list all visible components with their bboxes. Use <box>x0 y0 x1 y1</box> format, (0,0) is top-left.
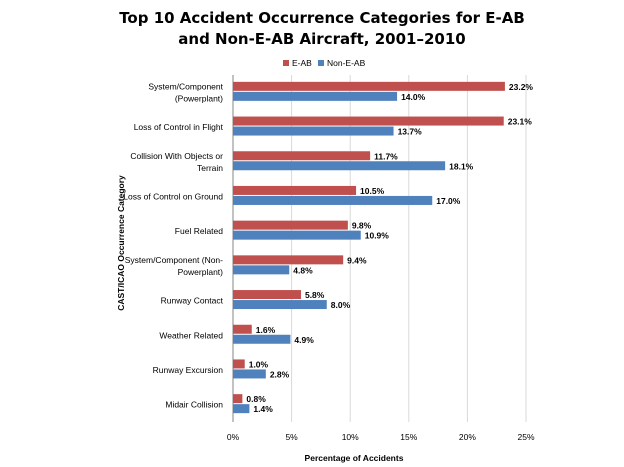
data-label: 23.2% <box>508 81 534 92</box>
plot-area <box>123 75 535 442</box>
data-label: 5.8% <box>304 290 325 301</box>
legend-swatch-e-ab <box>283 60 289 66</box>
data-label: 1.0% <box>248 359 269 370</box>
bar-e-ab <box>233 117 504 126</box>
data-label: 4.9% <box>294 334 314 345</box>
category-label: Loss of Control on Ground <box>123 191 223 202</box>
data-label: 1.6% <box>255 324 276 335</box>
bar-non-e-ab <box>233 161 445 170</box>
category-label: Weather Related <box>159 330 223 341</box>
data-label: 1.4% <box>253 404 273 415</box>
bar-e-ab <box>233 82 505 91</box>
bar-e-ab <box>233 186 356 195</box>
x-tick-label: 5% <box>285 432 298 442</box>
bar-e-ab <box>233 151 370 160</box>
y-axis-title: CAST/ICAO Occurrence Category <box>116 175 126 311</box>
data-label: 11.7% <box>374 151 398 162</box>
bar-non-e-ab <box>233 369 266 378</box>
bar-non-e-ab <box>233 404 249 413</box>
x-tick-label: 10% <box>341 432 359 442</box>
category-label: Runway Contact <box>160 295 223 306</box>
x-tick-label: 25% <box>517 432 535 442</box>
data-label: 14.0% <box>401 91 426 102</box>
data-label: 17.0% <box>436 195 461 206</box>
bar-non-e-ab <box>233 335 290 344</box>
data-label: 4.8% <box>293 265 313 276</box>
chart-title-line-1: Top 10 Accident Occurrence Categories for E-AB <box>119 9 525 27</box>
data-label: 18.1% <box>449 161 474 172</box>
category-label: Powerplant) <box>177 266 223 277</box>
data-label: 9.4% <box>347 255 367 266</box>
x-tick-label: 0% <box>226 432 240 442</box>
legend-label-e-ab: E-AB <box>292 58 312 68</box>
data-label: 13.7% <box>397 126 422 137</box>
bar-e-ab <box>233 290 301 299</box>
data-label: 10.5% <box>360 185 385 196</box>
category-label: System/Component <box>148 81 223 92</box>
bar-e-ab <box>233 255 343 264</box>
bar-e-ab <box>233 325 252 334</box>
bar-non-e-ab <box>233 231 361 240</box>
legend-label-non-e-ab: Non-E-AB <box>327 58 366 68</box>
data-label: 0.8% <box>246 394 266 405</box>
category-label: (Powerplant) <box>174 93 223 104</box>
category-label: System/Component (Non- <box>124 254 223 265</box>
data-label: 9.8% <box>351 220 372 231</box>
category-label: Collision With Objects or <box>130 150 223 161</box>
x-tick-label: 20% <box>458 432 476 442</box>
legend-swatch-non-e-ab <box>318 60 324 66</box>
data-label: 8.0% <box>330 300 351 311</box>
bar-e-ab <box>233 394 242 403</box>
bar-e-ab <box>233 221 348 230</box>
category-label: Midair Collision <box>165 399 223 410</box>
bar-non-e-ab <box>233 127 394 136</box>
chart-title-line-2: and Non-E-AB Aircraft, 2001–2010 <box>178 30 466 48</box>
bar-non-e-ab <box>233 92 397 101</box>
data-label: 10.9% <box>364 230 389 241</box>
category-label: Loss of Control in Flight <box>133 122 223 133</box>
x-axis-title: Percentage of Accidents <box>304 453 404 463</box>
legend <box>283 58 366 68</box>
category-label: Runway Excursion <box>152 364 223 375</box>
data-label: 2.8% <box>269 369 290 380</box>
x-tick-label: 15% <box>400 432 418 442</box>
data-label: 23.1% <box>507 116 532 127</box>
bar-non-e-ab <box>233 196 432 205</box>
category-label: Terrain <box>197 162 223 173</box>
bar-e-ab <box>233 359 245 368</box>
bar-non-e-ab <box>233 265 289 274</box>
category-label: Fuel Related <box>174 226 223 237</box>
bar-non-e-ab <box>233 300 327 309</box>
